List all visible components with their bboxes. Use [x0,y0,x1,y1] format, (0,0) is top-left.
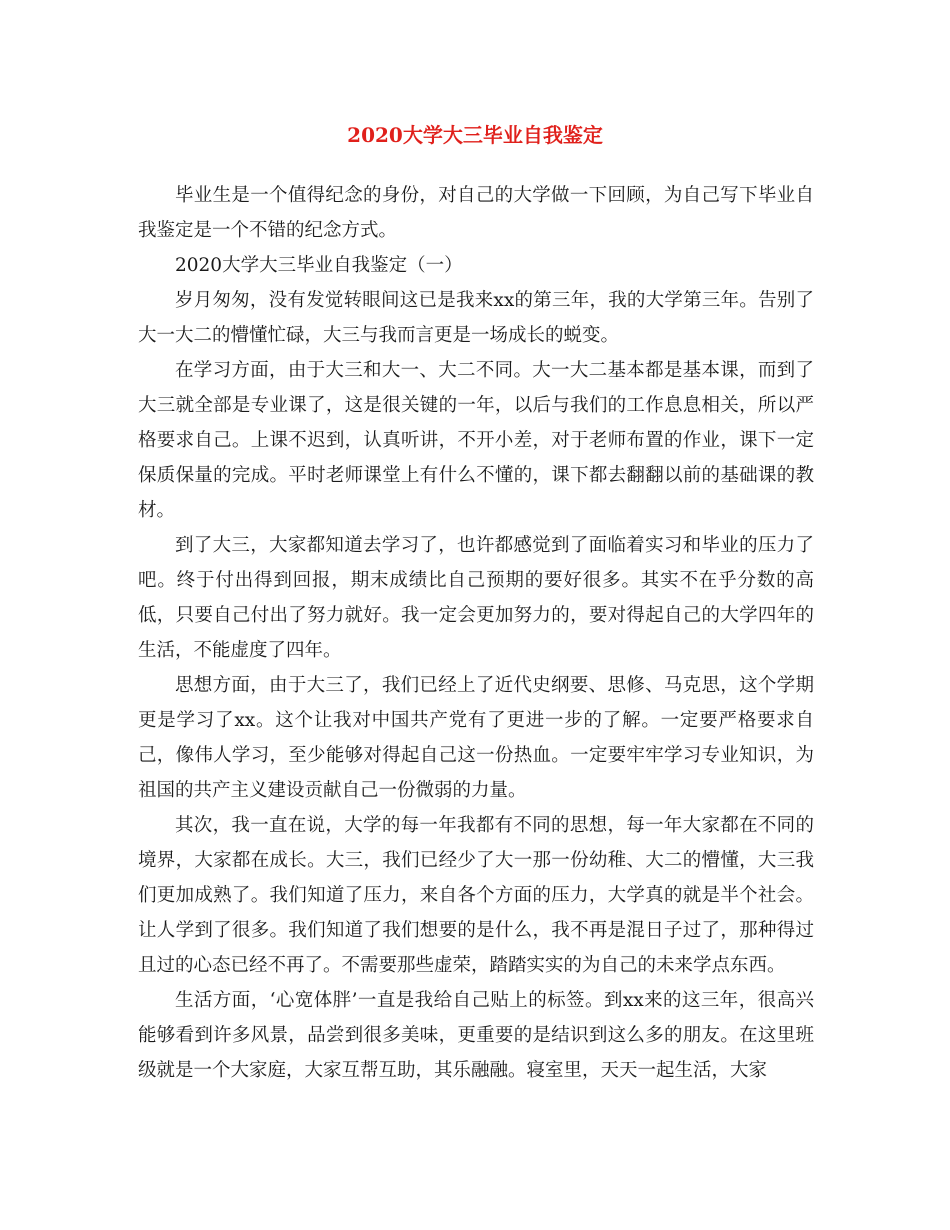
document-body [138,178,814,1088]
paragraph-results: 到了大三，大家都知道去学习了，也许都感觉到了面临着实习和毕业的压力了吧。终于付出得到回报，期末成绩比自己预期的要好很多。其实不在乎分数的高低，只要自己付出了努力就好。我一定会更加努力的，要对得起自己的大学四年的生活，不能虚度了四年。 [138,535,814,661]
paragraph-study: 在学习方面，由于大三和大一、大二不同。大一大二基本都是基本课，而到了大三就全部是专业课了，这是很关键的一年，以后与我们的工作息息相关，所以严格要求自己。上课不迟到，认真听讲，不开小差，对于老师布置的作业，课下一定保质保量的完成。平时老师课堂上有什么不懂的，课下都去翻翻以前的基础课的教材。 [138,360,814,521]
paragraph-thought: 思想方面，由于大三了，我们已经上了近代史纲要、思修、马克思，这个学期更是学习了xx。这个让我对中国共产党有了更进一步的了解。一定要严格要求自己，像伟人学习，至少能够对得起自己这一份热血。一定要牢牢学习专业知识，为祖国的共产主义建设贡献自己一份微弱的力量。 [138,675,814,801]
paragraph-growth: 其次，我一直在说，大学的每一年我都有不同的思想，每一年大家都在不同的境界，大家都在成长。大三，我们已经少了大一那一份幼稚、大二的懵懂，大三我们更加成熟了。我们知道了压力，来自各个方面的压力，大学真的就是半个社会。让人学到了很多。我们知道了我们想要的是什么，我不再是混日子过了，那种得过且过的心态已经不再了。不需要那些虚荣，踏踏实实的为自己的未来学点东西。 [138,815,814,976]
document-title: 2020大学大三毕业自我鉴定 [347,123,603,147]
paragraph-intro: 毕业生是一个值得纪念的身份，对自己的大学做一下回顾，为自己写下毕业自我鉴定是一个不错的纪念方式。 [138,185,814,241]
paragraph-life: 生活方面，‘心宽体胖’一直是我给自己贴上的标签。到xx来的这三年，很高兴能够看到许多风景，品尝到很多美味，更重要的是结识到这么多的朋友。在这里班级就是一个大家庭，大家互帮互助，其乐融融。寝室里，天天一起生活，大家 [138,990,814,1081]
paragraph-time: 岁月匆匆，没有发觉转眼间这已是我来xx的第三年，我的大学第三年。告别了大一大二的懵懂忙碌，大三与我而言更是一场成长的蜕变。 [138,290,814,346]
section-heading: 2020大学大三毕业自我鉴定（一） [175,255,463,276]
